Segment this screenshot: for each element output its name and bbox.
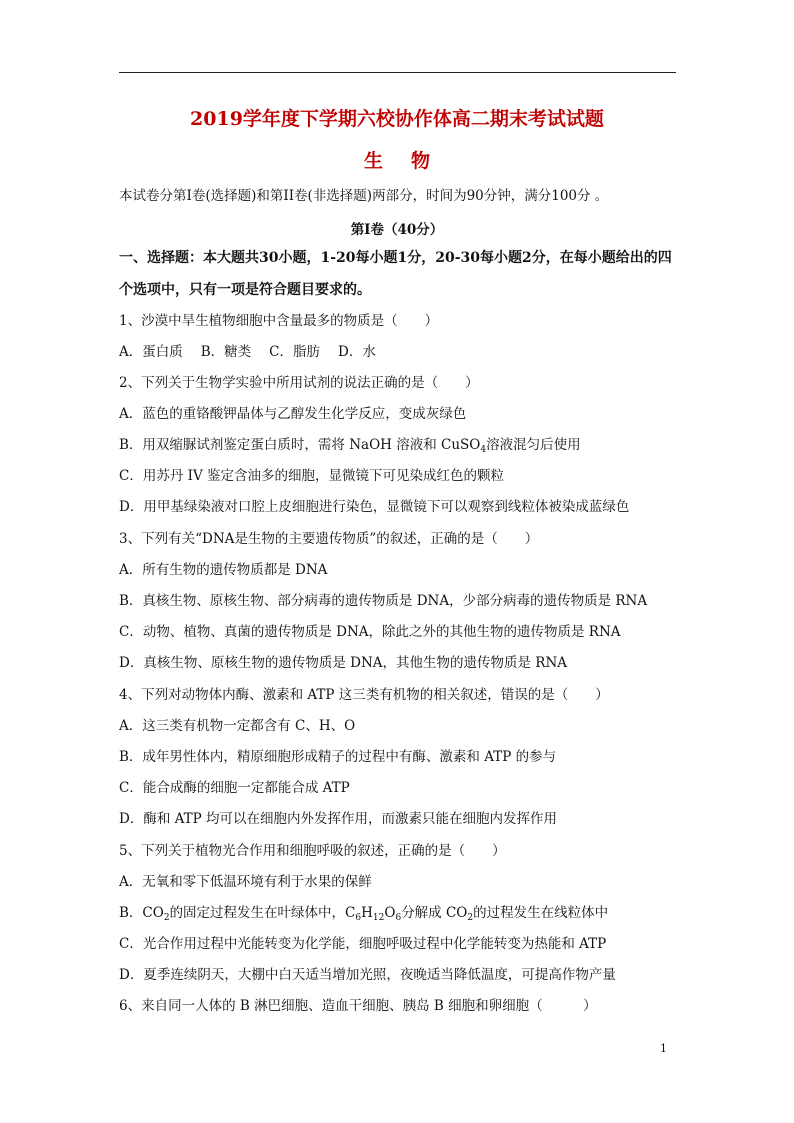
q2-option-b	[119, 436, 679, 454]
q2-b-text-end: 溶液混匀后使用	[486, 437, 581, 453]
question-5-stem: 5、下列关于植物光合作用和细胞呼吸的叙述，正确的是（ ）	[119, 843, 506, 859]
q5-b-sub: 6	[395, 913, 402, 923]
q4-option-c: C．能合成酶的细胞一定都能合成 ATP	[119, 780, 350, 796]
q5-option-b	[119, 904, 679, 922]
q2-b-text: B．用双缩脲试剂鉴定蛋白质时，需将 NaOH 溶液和 CuSO	[119, 437, 481, 453]
q1-option-a: A．蛋白质	[119, 344, 183, 360]
q5-option-a: A．无氧和零下低温环境有利于水果的保鲜	[119, 874, 372, 890]
q5-option-c: C．光合作用过程中光能转变为化学能，细胞呼吸过程中化学能转变为热能和 ATP	[119, 936, 607, 952]
q1-option-c: C．脂肪	[269, 344, 321, 360]
q5-b-part: 的固定过程发生在叶绿体中，C	[169, 905, 356, 921]
q4-option-a: A．这三类有机物一定都含有 C、H、O	[119, 718, 356, 734]
question-1-options	[119, 343, 679, 361]
page-number: 1	[660, 1042, 667, 1055]
question-3-stem: 3、下列有关“DNA是生物的主要遗传物质”的叙述，正确的是（ ）	[119, 531, 539, 547]
q4-option-b: B．成年男性体内，精原细胞形成精子的过程中有酶、激素和 ATP 的参与	[119, 749, 557, 765]
question-4-stem: 4、下列对动物体内酶、激素和 ATP 这三类有机物的相关叙述，错误的是（ ）	[119, 687, 609, 703]
q2-b-subscript: 4	[480, 445, 487, 455]
q5-b-part: B．CO	[119, 905, 164, 921]
q3-option-c: C．动物、植物、真菌的遗传物质是 DNA，除此之外的其他生物的遗传物质是 RNA	[119, 624, 621, 640]
header-rule	[119, 72, 676, 73]
section-instruction-line2: 个选项中，只有一项是符合题目要求的。	[119, 282, 371, 298]
question-2-stem: 2、下列关于生物学实验中所用试剂的说法正确的是（ ）	[119, 375, 479, 391]
q3-option-a: A．所有生物的遗传物质都是 DNA	[119, 562, 328, 578]
question-1-stem: 1、沙漠中旱生植物细胞中含量最多的物质是（ ）	[119, 313, 439, 329]
q1-option-d: D．水	[338, 344, 376, 360]
q5-b-sub: 6	[355, 913, 362, 923]
subject-title: 生物	[363, 150, 458, 172]
q5-option-d: D．夏季连续阴天，大棚中白天适当增加光照，夜晚适当降低温度，可提高作物产量	[119, 967, 616, 983]
q3-option-b: B．真核生物、原核生物、部分病毒的遗传物质是 DNA，少部分病毒的遗传物质是 RNA	[119, 593, 648, 609]
question-6-stem: 6、来自同一人体的 B 淋巴细胞、造血干细胞、胰岛 B 细胞和卵细胞（ ）	[119, 998, 597, 1014]
q2-option-c: C．用苏丹 IV 鉴定含油多的细胞，显微镜下可见染成红色的颗粒	[119, 468, 504, 484]
q2-option-d: D．用甲基绿染液对口腔上皮细胞进行染色，显微镜下可以观察到线粒体被染成蓝绿色	[119, 499, 630, 515]
q1-option-b: B．糖类	[200, 344, 252, 360]
q5-b-sub: 2	[467, 913, 474, 923]
q3-option-d: D．真核生物、原核生物的遗传物质是 DNA，其他生物的遗传物质是 RNA	[119, 655, 568, 671]
exam-intro: 本试卷分第I卷(选择题)和第II卷(非选择题)两部分，时间为90分钟，满分100分 。	[119, 188, 609, 204]
q5-b-part: O	[384, 905, 396, 921]
exam-title: 2019学年度下学期六校协作体高二期末考试试题	[190, 108, 604, 130]
q5-b-sub: 2	[163, 913, 170, 923]
section-title: 第I卷（40分）	[350, 222, 444, 238]
q5-b-sub: 12	[372, 913, 385, 923]
q4-option-d: D．酶和 ATP 均可以在细胞内外发挥作用，而激素只能在细胞内发挥作用	[119, 811, 558, 827]
q5-b-part: H	[361, 905, 373, 921]
section-instruction-line1: 一、选择题：本大题共30小题，1-20每小题1分，20-30每小题2分，在每小题给出的四	[119, 250, 672, 266]
q2-option-a: A．蓝色的重铬酸钾晶体与乙醇发生化学反应，变成灰绿色	[119, 406, 467, 422]
q5-b-part: 的过程发生在线粒体中	[473, 905, 609, 921]
q5-b-part: 分解成 CO	[401, 905, 468, 921]
